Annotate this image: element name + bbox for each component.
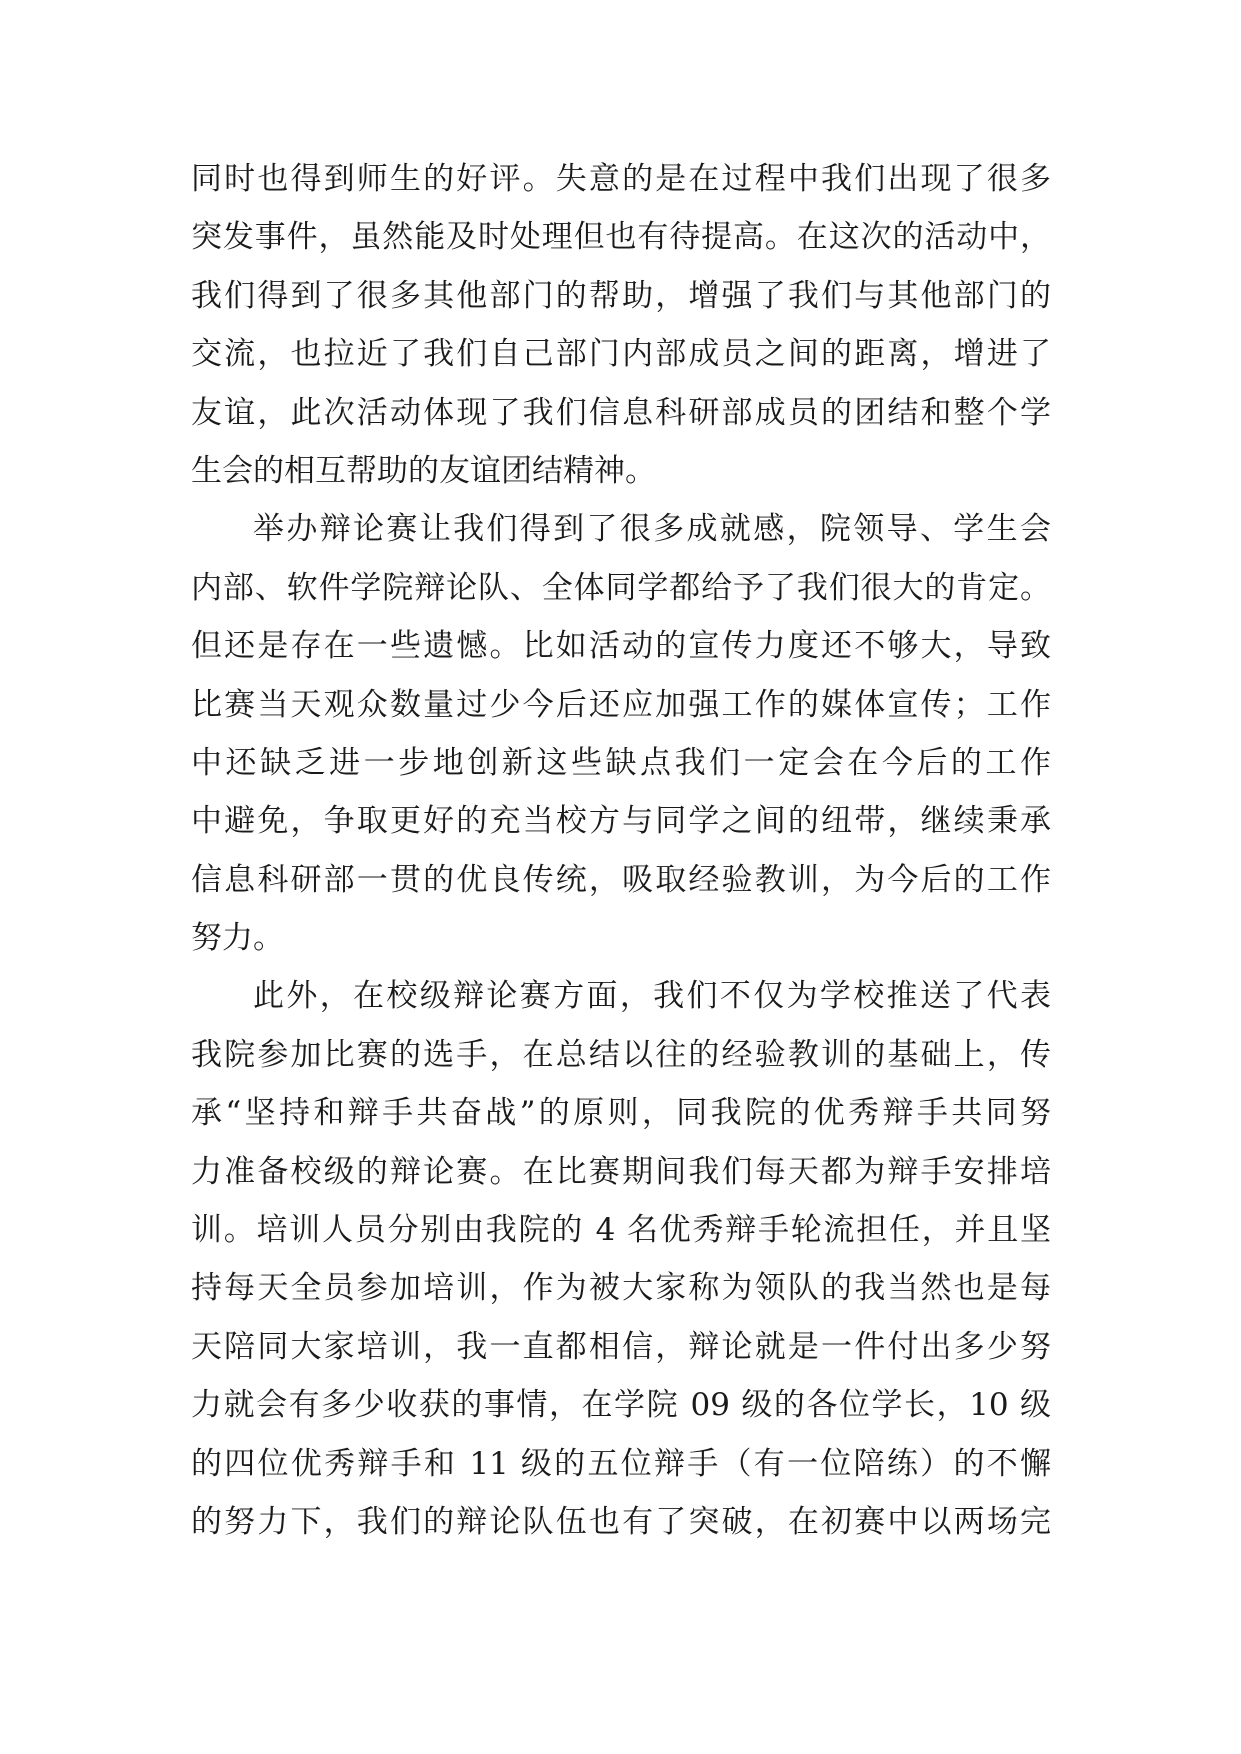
text-line: 我们得到了很多其他部门的帮助，增强了我们与其他部门的: [191, 277, 1051, 314]
text-line: 持每天全员参加培训，作为被大家称为领队的我当然也是每: [191, 1270, 1051, 1307]
text-line: 力就会有多少收获的事情，在学院 09 级的各位学长，10 级: [191, 1387, 1051, 1424]
text-line: 训。培训人员分别由我院的 4 名优秀辩手轮流担任，并且坚: [191, 1212, 1051, 1249]
text-line: 生会的相互帮助的友谊团结精神。: [191, 452, 656, 489]
text-line: 天陪同大家培训，我一直都相信，辩论就是一件付出多少努: [191, 1328, 1051, 1365]
text-line: 比赛当天观众数量过少今后还应加强工作的媒体宣传；工作: [191, 686, 1051, 723]
paragraph: [191, 967, 1051, 1551]
text-line: 友谊，此次活动体现了我们信息科研部成员的团结和整个学: [191, 394, 1051, 431]
text-line: 同时也得到师生的好评。失意的是在过程中我们出现了很多: [191, 161, 1051, 197]
paragraph: [191, 150, 1051, 500]
text-line: 力准备校级的辩论赛。在比赛期间我们每天都为辩手安排培: [191, 1153, 1051, 1190]
text-line: 此外，在校级辩论赛方面，我们不仅为学校推送了代表: [253, 978, 1051, 1015]
text-line: 举办辩论赛让我们得到了很多成就感，院领导、学生会: [253, 511, 1051, 548]
text-line: 突发事件，虽然能及时处理但也有待提高。在这次的活动中，: [191, 219, 1051, 256]
paragraph: [191, 500, 1051, 967]
text-line: 信息科研部一贯的优良传统，吸取经验教训，为今后的工作: [191, 861, 1051, 898]
text-line: 内部、软件学院辩论队、全体同学都给予了我们很大的肯定。: [191, 569, 1051, 606]
document-page: [191, 150, 1051, 1551]
text-line: 交流，也拉近了我们自己部门内部成员之间的距离，增进了: [191, 336, 1051, 373]
text-line: 努力。: [191, 920, 284, 957]
text-line: 的努力下，我们的辩论队伍也有了突破，在初赛中以两场完: [191, 1503, 1051, 1540]
text-line: 但还是存在一些遗憾。比如活动的宣传力度还不够大，导致: [191, 628, 1051, 665]
text-line: 中避免，争取更好的充当校方与同学之间的纽带，继续秉承: [191, 803, 1051, 840]
text-line: 的四位优秀辩手和 11 级的五位辩手（有一位陪练）的不懈: [191, 1445, 1051, 1482]
text-line: 我院参加比赛的选手，在总结以往的经验教训的基础上，传: [191, 1036, 1051, 1073]
text-line: 承“坚持和辩手共奋战”的原则，同我院的优秀辩手共同努: [191, 1095, 1051, 1132]
text-line: 中还缺乏进一步地创新这些缺点我们一定会在今后的工作: [191, 744, 1051, 781]
